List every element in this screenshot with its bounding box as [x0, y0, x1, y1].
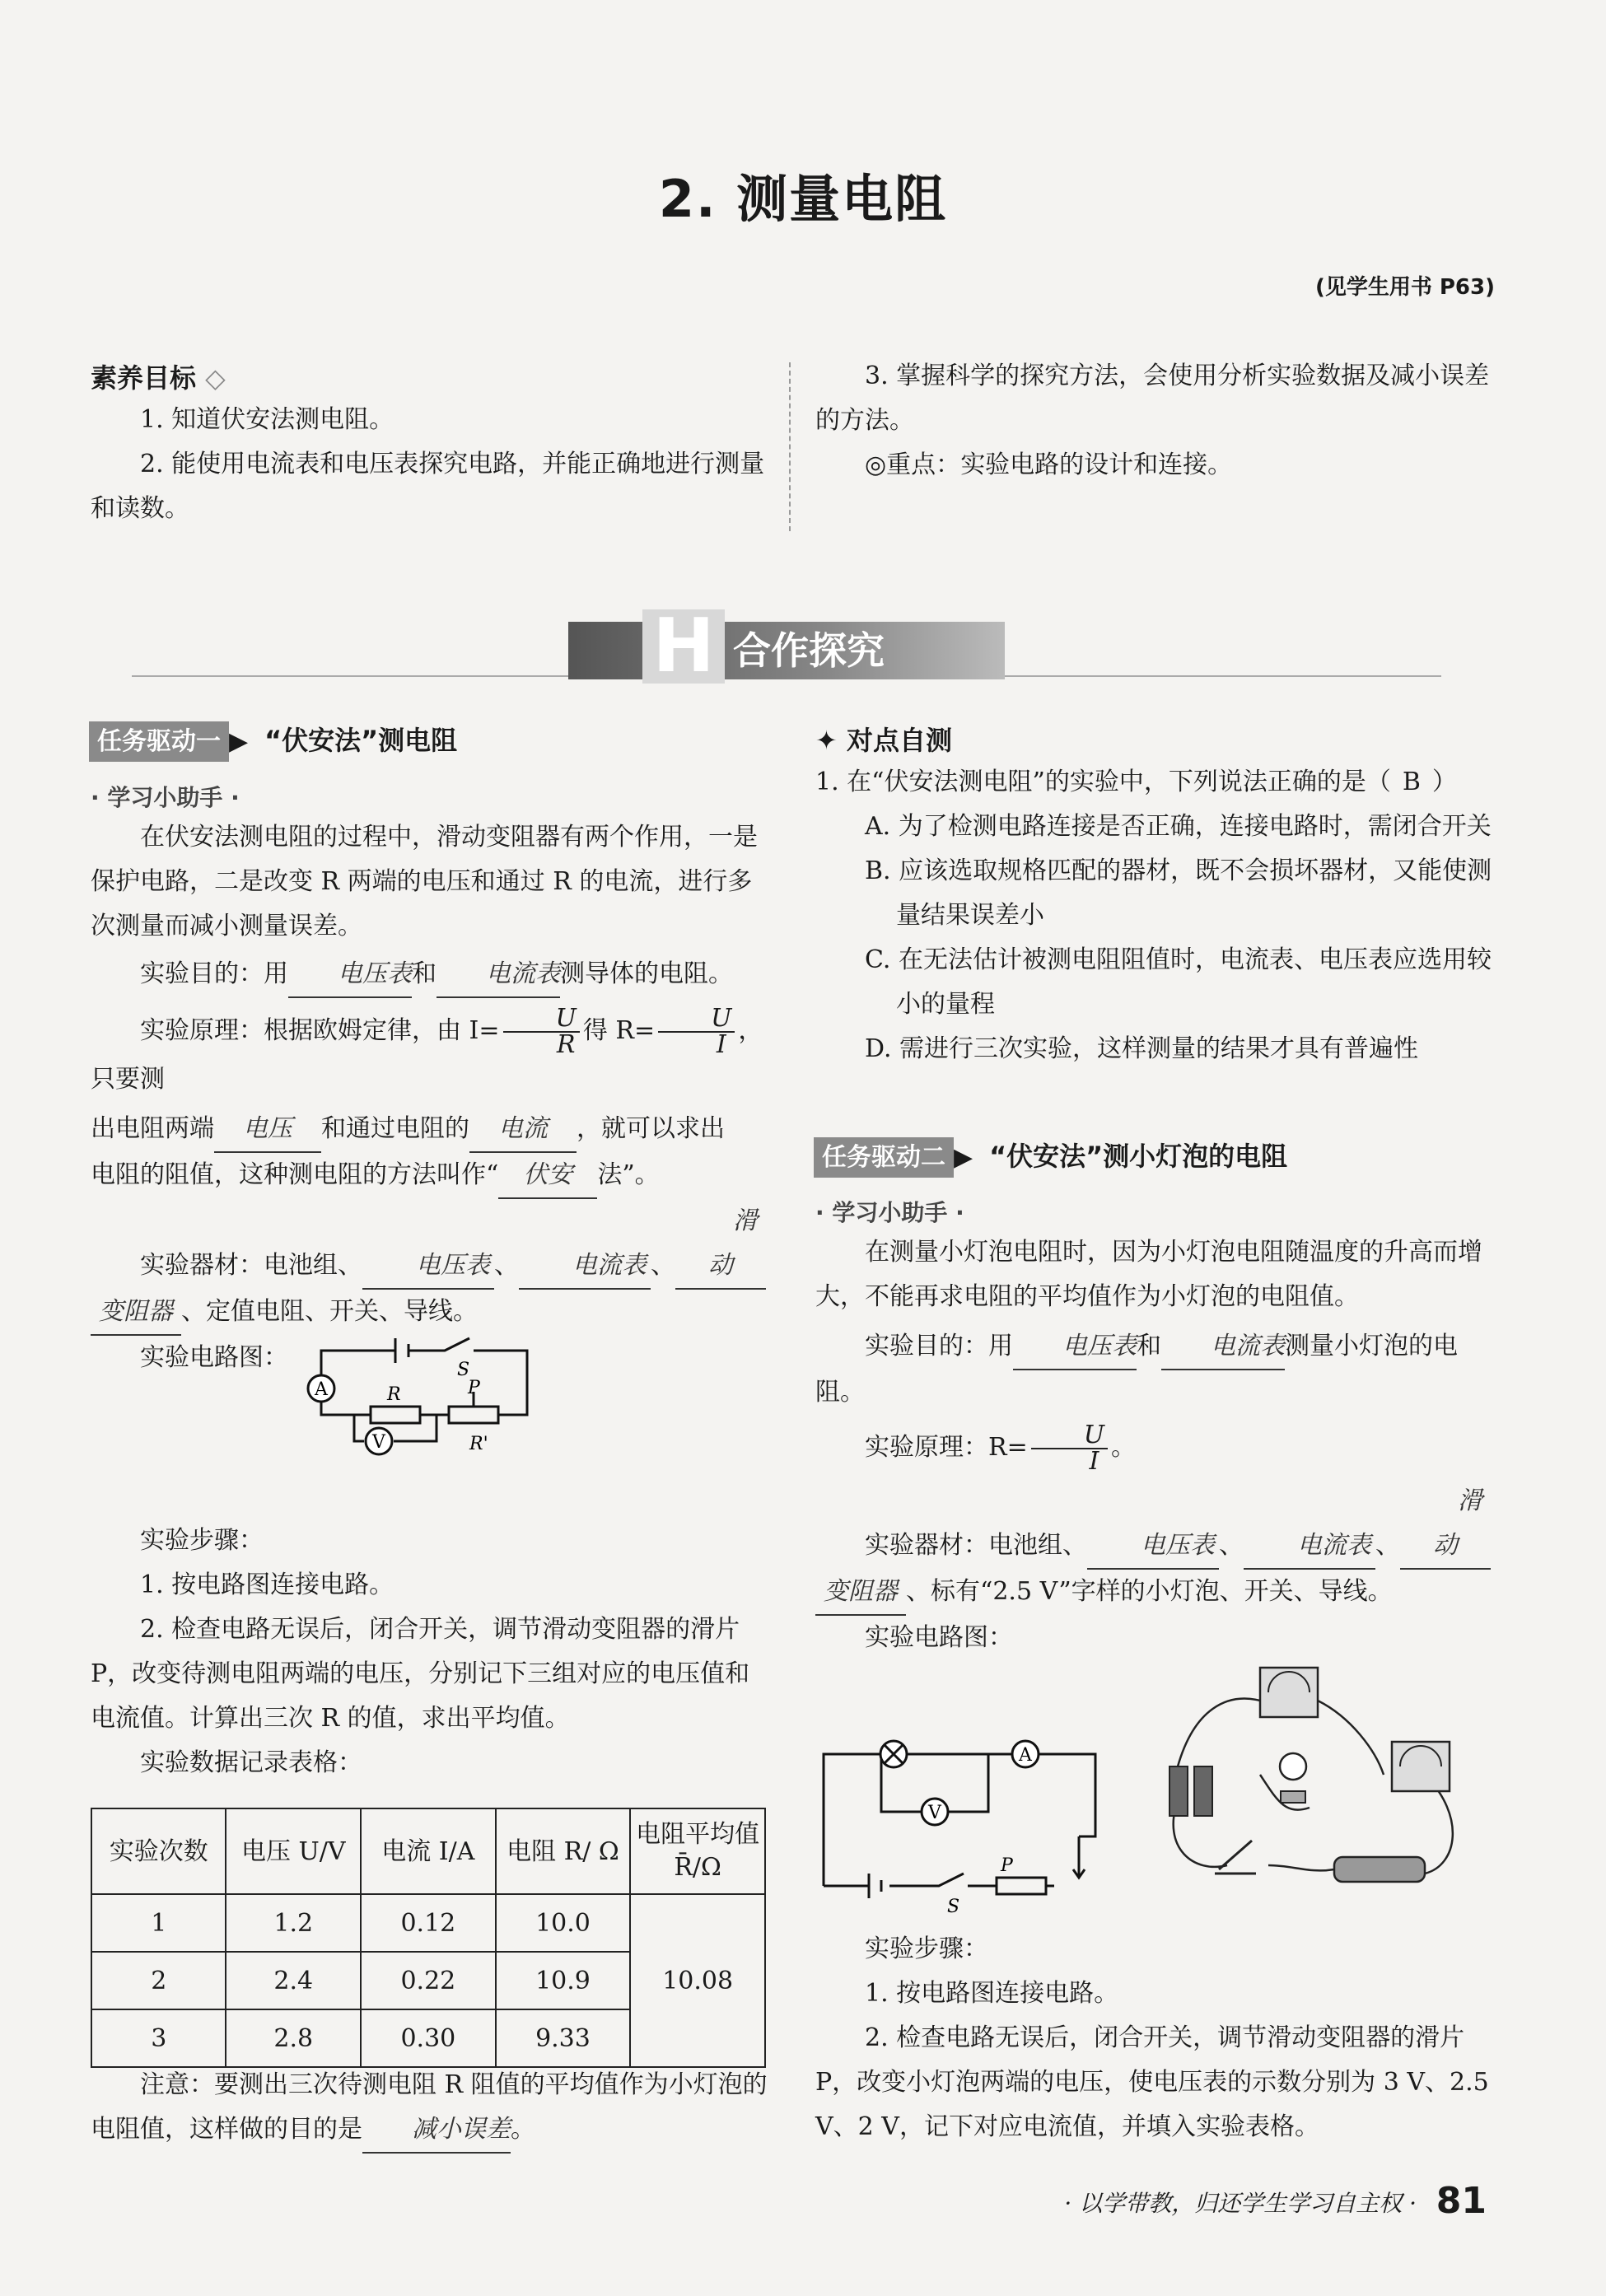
goal-item: 2. 能使用电流表和电压表探究电路，并能正确地进行测量和读数。 [91, 450, 765, 523]
step-item: 2. 检查电路无误后，闭合开关，调节滑动变阻器的滑片 P，改变待测电阻两端的电压，分别记下三组对应的电压值和电流值。计算出三次 R 的值，求出平均值。 [91, 1615, 750, 1733]
option-item: B. 应该选取规格匹配的器材，既不会损坏器材，又能使测量结果误差小 [865, 856, 1492, 930]
circuit-label: 实验电路图： [865, 1623, 1013, 1652]
self-test [815, 721, 1499, 1071]
principle-line: 实验原理：根据欧姆定律，由 I= $\frac{U}{R}$ 得 R= $\frac{U}{I}$ ，只要测 [91, 1004, 763, 1094]
purpose-line: 实验目的：用 电压表和 电流表测量小灯泡的电阻。 [815, 1324, 1499, 1415]
apparatus-illustration [1145, 1651, 1491, 1906]
self-test-heading: ✦ 对点自测 [815, 725, 952, 756]
task2-header [814, 1136, 1497, 1178]
task2-body [815, 1196, 1499, 1660]
svg-text:S: S [947, 1897, 960, 1917]
task1-header [89, 721, 773, 762]
purpose-line: 实验目的：用 电压表和 电流表测导体的电阻。 [91, 952, 774, 998]
table-header-row [91, 1808, 765, 1894]
table-row: 1 1.2 0.12 10.0 10.08 [91, 1894, 765, 1952]
principle-line-3: 电阻的阻值，这种测电阻的方法叫作“ 伏安 法”。 [91, 1153, 774, 1199]
helper-label: · 学习小助手 · [91, 784, 240, 811]
circuit-label: 实验电路图： [140, 1343, 288, 1372]
equipment-line-2: 变阻器 、定值电阻、开关、导线。 [91, 1290, 774, 1336]
arrow-icon: ▶ [954, 1143, 973, 1172]
steps-label: 实验步骤： [140, 1526, 264, 1555]
goals-block [91, 358, 774, 531]
goal-item: 1. 知道伏安法测电阻。 [140, 405, 394, 434]
option-item: D. 需进行三次实验，这样测量的结果才具有普遍性 [865, 1034, 1419, 1063]
circuit-diagram-2 [815, 1713, 1128, 1919]
resistor-label: R [387, 1384, 401, 1405]
question: 1. 在“伏安法测电阻”的实验中，下列说法正确的是（ B ） [815, 760, 1499, 805]
ammeter-label: A [315, 1379, 328, 1400]
table-label: 实验数据记录表格： [140, 1748, 362, 1777]
option-item: C. 在无法估计被测电阻阻值时，电流表、电压表应选用较小的量程 [865, 945, 1492, 1019]
column-divider [789, 362, 791, 531]
principle-line-2: 出电阻两端 电压 和通过电阻的 电流 ，就可以求出 [91, 1107, 774, 1153]
footer-slogan: · 以学带教，归还学生学习自主权 · [1064, 2190, 1417, 2217]
option-item: A. 为了检测电路连接是否正确，连接电路时，需闭合开关 [865, 812, 1492, 841]
helper-label: · 学习小助手 · [815, 1199, 964, 1226]
principle-line: 实验原理：R= $\frac{U}{I}$ 。 [865, 1421, 1137, 1476]
switch-device-icon [1215, 1841, 1256, 1874]
star-icon: ✦ [815, 725, 838, 756]
page-title: 2. 测量电阻 [658, 169, 948, 229]
average-cell: 10.08 [630, 1894, 765, 2067]
table-header: 电阻平均值 R̄/Ω [630, 1808, 765, 1894]
helper-text: 在伏安法测电阻的过程中，滑动变阻器有两个作用，一是保护电路，二是改变 R 两端的电压和通过 R 的电流，进行多次测量而减小测量误差。 [91, 823, 758, 940]
table-header: 电流 I/A [361, 1808, 496, 1894]
note: 注意：要测出三次待测电阻 R 阻值的平均值作为小灯泡的电阻值，这样做的目的是 减小误差。 [91, 2063, 774, 2154]
helper-text: 在测量小灯泡电阻时，因为小灯泡电阻随温度的升高而增大，不能再求电阻的平均值作为小灯泡的电阻值。 [815, 1238, 1482, 1311]
task1-steps [91, 1519, 774, 1785]
battery-icon [1169, 1766, 1188, 1816]
student-book-reference: (见学生用书 P63) [1314, 275, 1495, 300]
bulb-icon [1280, 1753, 1306, 1780]
step-item: 1. 按电路图连接电路。 [140, 1570, 394, 1599]
task2-title: “伏安法”测小灯泡的电阻 [989, 1141, 1288, 1172]
answer: B [1402, 768, 1421, 796]
rheostat-label: R' [469, 1434, 488, 1454]
task2-tag: 任务驱动二 [814, 1137, 954, 1178]
step-item: 1. 按电路图连接电路。 [865, 1979, 1119, 2008]
equipment-line-2: 变阻器 、标有“2.5 V”字样的小灯泡、开关、导线。 [815, 1570, 1499, 1616]
svg-text:A: A [1019, 1745, 1032, 1766]
table-header: 电阻 R/ Ω [496, 1808, 631, 1894]
circuit-diagram-1 [296, 1318, 560, 1482]
steps-label: 实验步骤： [865, 1934, 988, 1963]
page-number: 81 [1436, 2180, 1487, 2222]
goal-item: 3. 掌握科学的探究方法，会使用分析实验数据及减小误差的方法。 [815, 362, 1490, 435]
table-header: 实验次数 [91, 1808, 226, 1894]
task1-body [91, 781, 774, 1380]
svg-text:P: P [1001, 1855, 1013, 1876]
switch-label: S [457, 1360, 470, 1380]
goals-heading: 素养目标 ◇ [91, 362, 226, 394]
table-row: 3 2.8 0.30 9.33 [91, 2009, 765, 2067]
section-banner: 合作探究 [568, 622, 1005, 679]
table-row: 2 2.4 0.22 10.9 [91, 1952, 765, 2009]
arrow-icon: ▶ [229, 727, 249, 756]
task1-title: “伏安法”测电阻 [264, 725, 458, 756]
voltmeter-label: V [372, 1432, 385, 1453]
step-item: 2. 检查电路无误后，闭合开关，调节滑动变阻器的滑片 P，改变小灯泡两端的电压，使电压表的示数分别为 3 V、2.5 V、2 V，记下对应电流值，并填入实验表格。 [815, 2023, 1489, 2141]
task1-tag: 任务驱动一 [89, 721, 229, 762]
data-table [91, 1808, 766, 2068]
equipment-line: 实验器材：电池组、 电压表 、 电流表 、滑动 [815, 1479, 1499, 1570]
battery-icon [1194, 1766, 1212, 1816]
slider-label: P [468, 1378, 480, 1398]
key-point: ◎重点：实验电路的设计和连接。 [865, 450, 1233, 479]
rheostat-device-icon [1334, 1857, 1425, 1882]
banner-h-letter-icon: H [642, 609, 725, 684]
equipment-line: 实验器材：电池组、 电压表 、 电流表 、滑动 [91, 1199, 774, 1290]
table-header: 电压 U/V [226, 1808, 361, 1894]
task2-steps [815, 1927, 1499, 2149]
diamond-icon: ◇ [205, 362, 226, 394]
svg-text:V: V [928, 1803, 941, 1823]
goals-block-right [815, 354, 1499, 488]
